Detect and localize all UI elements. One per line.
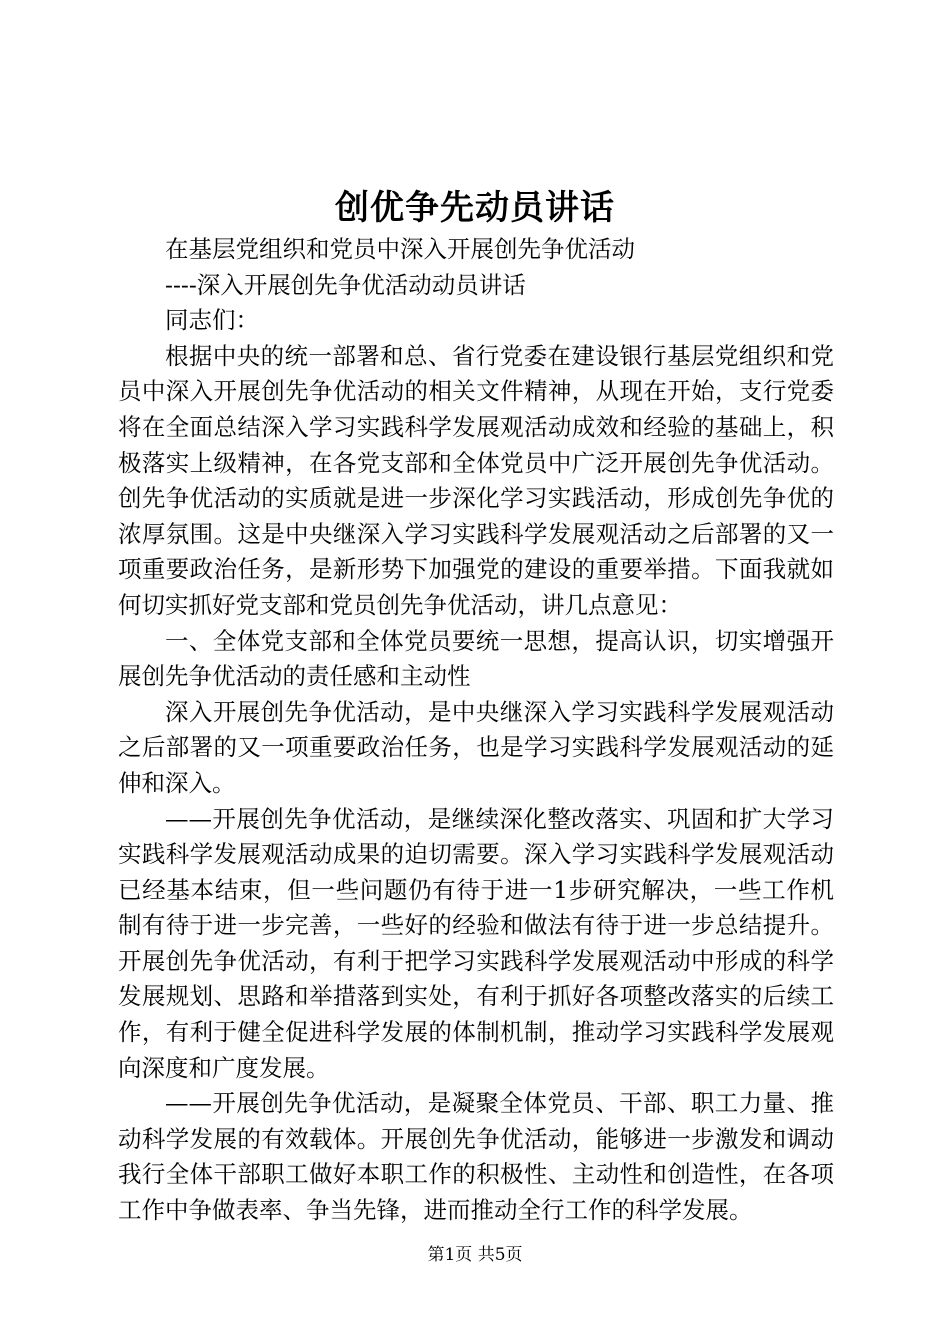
document-body <box>118 232 834 1229</box>
subtitle-line: 在基层党组织和党员中深入开展创先争优活动 <box>165 235 635 263</box>
section-heading-1: 一、全体党支部和全体党员要统一思想，提高认识，切实增强开展创先争优活动的责任感和主动性 <box>118 626 834 691</box>
subtitle-subline: ----深入开展创先争优活动动员讲话 <box>165 270 526 299</box>
paragraph-section-1: 深入开展创先争优活动，是中央继深入学习实践科学发展观活动之后部署的又一项重要政治任务，也是学习实践科学发展观活动的延伸和深入。 <box>118 697 834 797</box>
paragraph-point-2: ——开展创先争优活动，是凝聚全体党员、干部、职工力量、推动科学发展的有效载体。开展创先争优活动，能够进一步激发和调动我行全体干部职工做好本职工作的积极性、主动性和创造性，在各项工作中争做表率、争当先锋，进而推动全行工作的科学发展。 <box>118 1089 834 1225</box>
page-footer: 第1页 共5页 <box>427 1245 523 1265</box>
salutation: 同志们： <box>165 306 259 335</box>
document-title: 创优争先动员讲话 <box>335 188 615 228</box>
paragraph-point-1: ——开展创先争优活动，是继续深化整改落实、巩固和扩大学习实践科学发展观活动成果的迫切需要。深入学习实践科学发展观活动已经基本结束，但一些问题仍有待于进一1步研究解决，一些工作机制有待于进一步完善，一些好的经验和做法有待于进一步总结提升。开展创先争优活动，有利于把学习实践科学发展观活动中形成的科学发展规划、思路和举措落到实处，有利于抓好各项整改落实的后续工作，有利于健全促进科学发展的体制机制，推动学习实践科学发展观向深度和广度发展。 <box>118 804 834 1082</box>
paragraph-intro: 根据中央的统一部署和总、省行党委在建设银行基层党组织和党员中深入开展创先争优活动的相关文件精神，从现在开始，支行党委将在全面总结深入学习实践科学发展观活动成效和经验的基础上，积极落实上级精神，在各党支部和全体党员中广泛开展创先争优活动。创先争优活动的实质就是进一步深化学习实践活动，形成创先争优的浓厚氛围。这是中央继深入学习实践科学发展观活动之后部署的又一项重要政治任务，是新形势下加强党的建设的重要举措。下面我就如何切实抓好党支部和党员创先争优活动，讲几点意见： <box>118 341 834 619</box>
